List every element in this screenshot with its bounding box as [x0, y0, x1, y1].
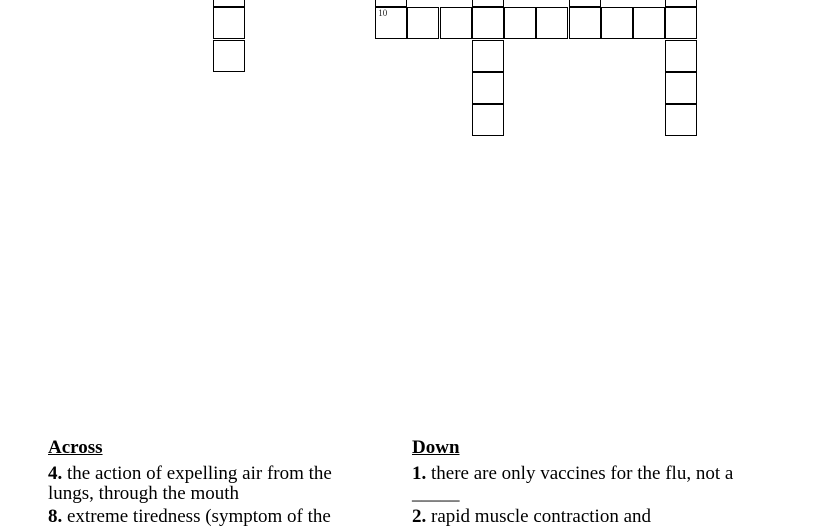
crossword-cell[interactable] — [472, 40, 504, 72]
down-clues — [412, 438, 742, 530]
crossword-cell[interactable] — [569, 7, 601, 39]
across-clues — [48, 438, 378, 530]
crossword-cell[interactable] — [601, 7, 633, 39]
crossword-cell[interactable] — [633, 7, 665, 39]
down-clue-2: 2. rapid muscle contraction and — [412, 506, 652, 527]
crossword-cell[interactable] — [472, 7, 504, 39]
crossword-cell[interactable] — [213, 40, 245, 72]
crossword-cell[interactable] — [472, 104, 504, 136]
crossword-cell[interactable] — [504, 7, 536, 39]
clue-number-label: 10 — [378, 8, 388, 19]
across-heading: Across — [48, 437, 103, 458]
crossword-cell[interactable] — [407, 7, 439, 39]
across-clue-4: 4. the action of expelling air from the lungs, through the mouth — [48, 463, 332, 504]
crossword-cell[interactable] — [213, 7, 245, 39]
across-clue-8: 8. extreme tiredness (symptom of the — [48, 506, 331, 527]
crossword-cell[interactable] — [569, 0, 601, 7]
crossword-cell[interactable] — [213, 0, 245, 7]
crossword-cell[interactable] — [665, 7, 697, 39]
crossword-cell[interactable] — [440, 7, 472, 39]
crossword-cell[interactable] — [536, 7, 568, 39]
crossword-cell[interactable] — [375, 0, 407, 7]
crossword-cell[interactable] — [665, 72, 697, 104]
crossword-cell[interactable] — [375, 7, 407, 39]
crossword-cell[interactable] — [665, 0, 697, 7]
down-clue-1: 1. there are only vaccines for the flu, not a _____ — [412, 463, 734, 504]
crossword-cell[interactable] — [472, 72, 504, 104]
down-heading: Down — [412, 437, 460, 458]
crossword-cell[interactable] — [665, 40, 697, 72]
crossword-cell[interactable] — [665, 104, 697, 136]
crossword-cell[interactable] — [472, 0, 504, 7]
